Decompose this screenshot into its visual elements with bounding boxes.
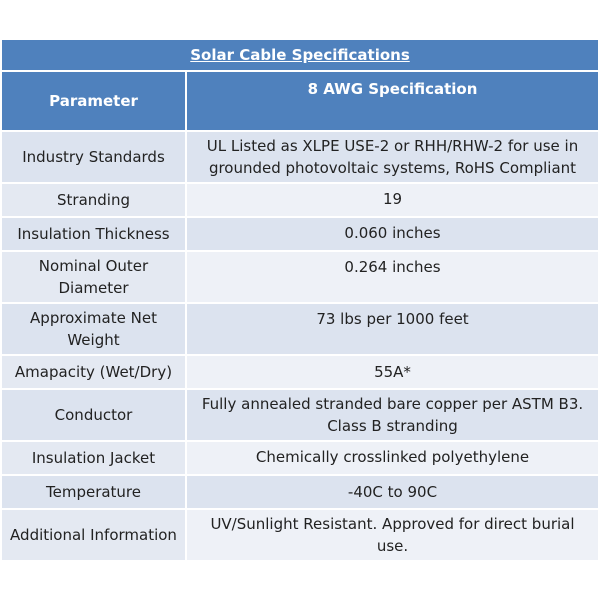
table-row <box>1 183 599 217</box>
row-parameter: Insulation Thickness <box>1 217 186 251</box>
table-title-row <box>1 39 599 71</box>
table-row <box>1 355 599 389</box>
row-value: 55A* <box>186 355 599 389</box>
row-value: Chemically crosslinked polyethylene <box>186 441 599 475</box>
table-row <box>1 509 599 561</box>
row-parameter: Insulation Jacket <box>1 441 186 475</box>
row-parameter: Nominal Outer Diameter <box>1 251 186 303</box>
row-parameter: Additional Information <box>1 509 186 561</box>
row-parameter: Industry Standards <box>1 131 186 183</box>
row-parameter: Stranding <box>1 183 186 217</box>
row-value: 73 lbs per 1000 feet <box>186 303 599 355</box>
row-parameter: Amapacity (Wet/Dry) <box>1 355 186 389</box>
row-value: 0.264 inches <box>186 251 599 303</box>
table-row <box>1 389 599 441</box>
row-value: UL Listed as XLPE USE-2 or RHH/RHW-2 for use in grounded photovoltaic systems, RoHS Compliant <box>186 131 599 183</box>
row-parameter: Conductor <box>1 389 186 441</box>
table-row <box>1 303 599 355</box>
header-parameter: Parameter <box>1 71 186 131</box>
row-value: UV/Sunlight Resistant. Approved for direct burial use. <box>186 509 599 561</box>
header-specification: 8 AWG Specification <box>186 71 599 131</box>
row-value: 0.060 inches <box>186 217 599 251</box>
table-header-row <box>1 71 599 131</box>
row-parameter: Temperature <box>1 475 186 509</box>
row-value: 19 <box>186 183 599 217</box>
table-row <box>1 217 599 251</box>
table-row <box>1 475 599 509</box>
table-title: Solar Cable Specifications <box>1 39 599 71</box>
table-row <box>1 441 599 475</box>
table-row <box>1 251 599 303</box>
row-value: -40C to 90C <box>186 475 599 509</box>
row-parameter: Approximate Net Weight <box>1 303 186 355</box>
solar-cable-spec-table <box>0 38 600 562</box>
table-row <box>1 131 599 183</box>
row-value: Fully annealed stranded bare copper per ASTM B3. Class B stranding <box>186 389 599 441</box>
